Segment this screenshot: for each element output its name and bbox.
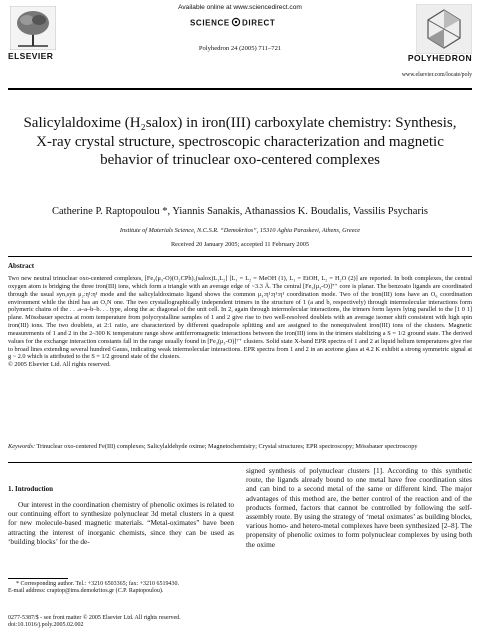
journal-name: POLYHEDRON bbox=[407, 53, 473, 63]
svg-text:SCIENCE: SCIENCE bbox=[190, 18, 230, 28]
svg-text:DIRECT: DIRECT bbox=[242, 18, 276, 28]
received-dates: Received 20 January 2005; accepted 11 February 2005 bbox=[170, 241, 310, 248]
intro-left-column: Our interest in the coordination chemistry of phenolic oximes is related to our continuing effort to synthesize polynuclear 3d metal clusters in a quest for new molecule-based magnetic materials. “Metal-oximates” have been attracting the interest of inorganic chemists, since they can be used as ‘building blocks’ for the de- bbox=[8, 500, 234, 546]
abstract-bottom-divider bbox=[8, 462, 472, 463]
intro-right-column: signed synthesis of polynuclear clusters [1]. According to this synthetic route, the ligands already bound to one metal have free coordination sites and can bind to a second metal of the same or different kind. The major advantages of this method are, the better control of the reaction and of the products formed, factors that cannot be controlled by following the self-assembly route. By using the strategy of ‘metal oximates’ as building blocks, various homo- and hetero-metal complexes have been synthesized [2–8]. The propensity of phenolic oximes to form polynuclear complexes by using both the oxime bbox=[246, 466, 472, 549]
available-online-text: Available online at www.sciencedirect.com bbox=[178, 4, 302, 11]
journal-reference: Polyhedron 24 (2005) 711–721 bbox=[198, 45, 282, 52]
author-list: Catherine P. Raptopoulou *, Yiannis Sanakis, Athanassios K. Boudalis, Vassilis Psycharis bbox=[52, 206, 428, 217]
affiliation: Institute of Materials Science, N.C.S.R. “Demokritos”, 15310 Aghia Paraskevi, Athens, Greece bbox=[119, 227, 361, 234]
abstract-top-divider bbox=[8, 256, 472, 257]
keywords-list: Trinuclear oxo-centered Fe(III) complexes; Salicylaldehyde oxime; Magnetochemistry; Crystal structures; EPR spectroscopy; Mössbauer spectroscopy bbox=[36, 443, 418, 450]
polyhedron-cover-logo bbox=[416, 4, 472, 54]
keywords-label: Keywords: bbox=[8, 443, 36, 450]
sciencedirect-logo bbox=[190, 16, 290, 28]
section-heading: 1. Introduction bbox=[8, 485, 53, 493]
footnote-divider bbox=[8, 578, 68, 579]
corresponding-author-footnote: * Corresponding author. Tel.: +3210 6503365; fax: +3210 6519430. E-mail address: craptop@ims.demokritos.gr (C.P. Raptopoulou). bbox=[8, 581, 180, 595]
article-title: Salicylaldoxime (H₂salox) in iron(III) carboxylate chemistry: Synthesis, X-ray crystal structure, spectroscopic characterization and magnetic behavior of trinuclear oxo-centered complexes bbox=[23, 115, 457, 168]
abstract-heading: Abstract bbox=[8, 262, 35, 270]
copyright-doi: 0277-5387/$ - see front matter © 2005 Elsevier Ltd. All rights reserved. doi:10.1016/j.poly.2005.02.002 bbox=[8, 615, 181, 629]
elsevier-wordmark: ELSEVIER bbox=[8, 51, 54, 61]
keywords bbox=[8, 443, 472, 451]
elsevier-tree-logo bbox=[10, 6, 56, 50]
journal-url-link[interactable]: www.elsevier.com/locate/poly bbox=[401, 72, 472, 78]
header-divider bbox=[8, 88, 472, 90]
abstract-text: Two new neutral trinuclear oxo-centered complexes, [Fe₃(μ₃-O)(O₂CPh)₅(salox)L₁L₂] [L₁ = L₂ = MeOH (1), L₁ = EtOH, L₂ = H₂O (2)] are reported. In both complexes, the central oxygen atom is bridging the three iron(III) ions, which form a triangle with an average edge of ~3.3 Å. The central [Fe₃(μ₃-O)]⁷⁺ core is planar. The benzoato ligands are coordinated through the usual syn,syn μ₂:η¹:η¹ mode and the salicylaldoximato ligand shows the common μ₃:η¹:η¹:η¹ coordination mode. Two of the iron(III) ions have an O₆ coordination environment while the third has an O₅N one. The two crystallographically independent trimers in the structure of 1 (a and b, respectively) through intermolecular interactions form polymeric chains of the . . .a–a–b–b. . . type, along the ac diagonal of the unit cell. In 2, again through intermolecular interactions, the trimers form layers lying parallel to the [1 0 1] plane. Mössbauer spectra at room temperature from polycrystalline samples of 1 and 2 give rise to two well-resolved doublets with an average isomer shift consistent with high spin iron(III) ions. The two doublets, at 2:1 ratio, are characterized by different quadrupole splitting and are assigned to the nonequivalent iron(III) ions of the clusters. Magnetic measurements of 1 and 2 in the 2–300 K temperature range show antiferromagnetic interactions between the iron(III) ions in the trimers stabilizing a S = 1/2 ground state. The derived values for the exchange interaction constants fall in the range usually found in [Fe₃(μ₃-O)]⁷⁺ clusters. Solid state X-band EPR spectra of 1 and 2 at liquid helium temperatures give rise to broad lines extending several hundred Gauss, indicating weak intermolecular interactions. EPR spectra from 1 and 2 in an acetone glass at 4.2 K exhibit a strong symmetric signal at g ~ 2.0 which is attributed to the S = 1/2 ground state of the clusters. © 2005 Elsevier Ltd. All rights reserved. bbox=[8, 275, 472, 369]
